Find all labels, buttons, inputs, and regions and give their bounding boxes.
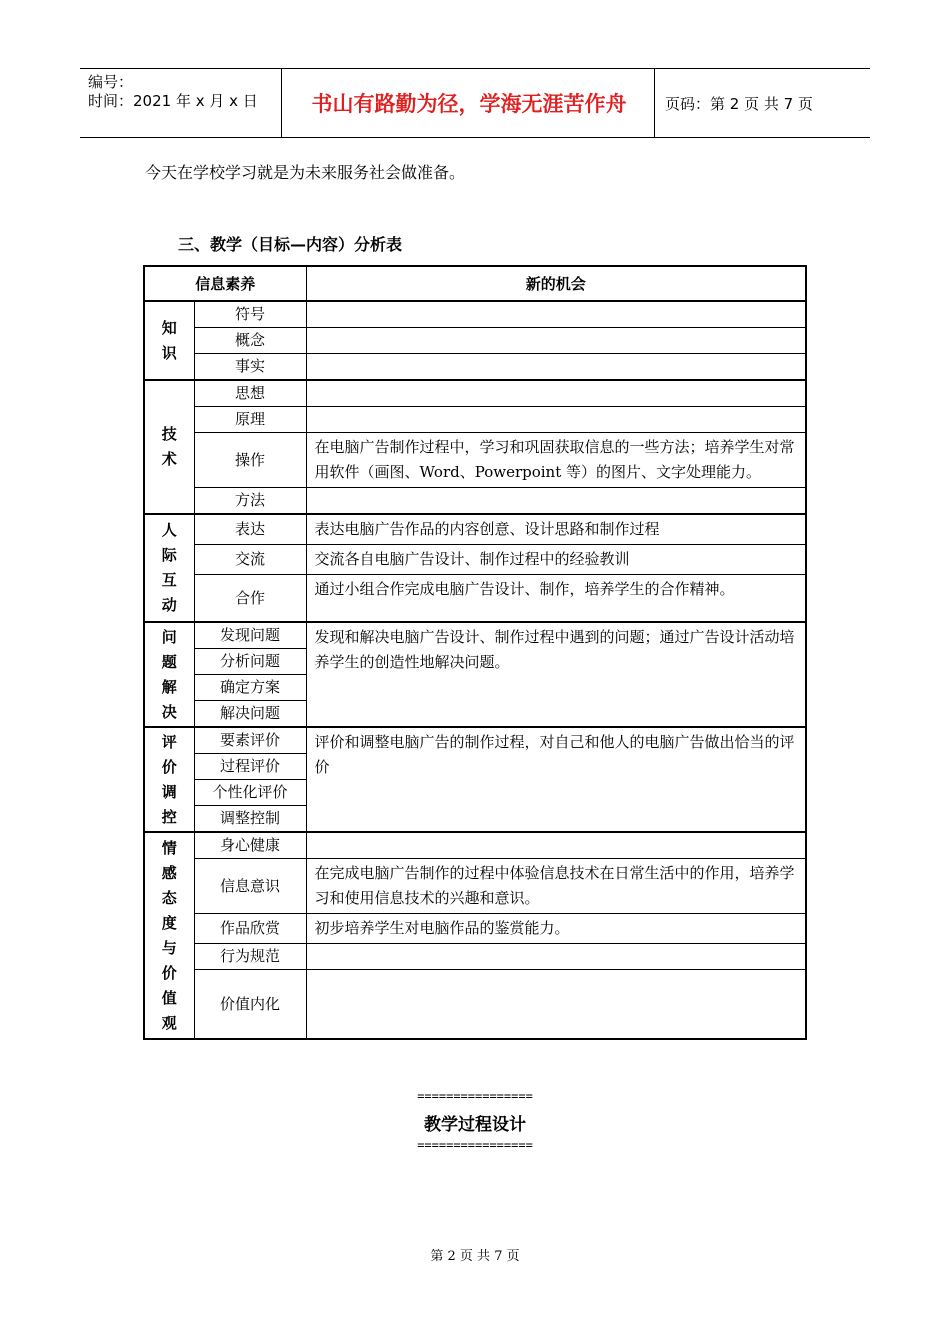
process-title: 教学过程设计 <box>424 1115 526 1135</box>
row-label: 发现问题 <box>194 622 306 649</box>
header-meta <box>88 73 258 111</box>
table-row <box>144 514 806 545</box>
table-row <box>144 328 806 354</box>
table-header-row <box>144 266 806 301</box>
table-row <box>144 354 806 381</box>
row-desc: 在电脑广告制作过程中，学习和巩固获取信息的一些方法；培养学生对常用软件（画图、Word、Powerpoint 等）的图片、文字处理能力。 <box>306 433 806 488</box>
row-label: 事实 <box>194 354 306 381</box>
category-problem: 问题解决 <box>144 622 194 727</box>
category-emotion: 情感态度与价值观 <box>144 832 194 1039</box>
row-label: 调整控制 <box>194 806 306 833</box>
row-desc <box>306 380 806 407</box>
row-label: 操作 <box>194 433 306 488</box>
col-header-literacy: 信息素养 <box>144 266 306 301</box>
row-label: 思想 <box>194 380 306 407</box>
table-row <box>144 914 806 944</box>
header-page-info: 页码：第 2 页 共 7 页 <box>665 94 813 113</box>
row-label: 要素评价 <box>194 727 306 754</box>
table-row <box>144 970 806 1040</box>
row-label: 价值内化 <box>194 970 306 1040</box>
row-label: 分析问题 <box>194 649 306 675</box>
row-desc: 评价和调整电脑广告的制作过程，对自己和他人的电脑广告做出恰当的评价 <box>306 727 806 832</box>
row-label: 表达 <box>194 514 306 545</box>
table-row <box>144 545 806 575</box>
row-label: 身心健康 <box>194 832 306 859</box>
time-label: 时间：2021 年 x 月 x 日 <box>88 92 258 110</box>
table-row <box>144 407 806 433</box>
intro-paragraph: 今天在学校学习就是为未来服务社会做准备。 <box>145 163 466 182</box>
row-desc: 在完成电脑广告制作的过程中体验信息技术在日常生活中的作用，培养学习和使用信息技术的兴趣和意识。 <box>306 859 806 914</box>
table-row <box>144 832 806 859</box>
row-label: 过程评价 <box>194 754 306 780</box>
row-desc <box>306 354 806 381</box>
table-row <box>144 859 806 914</box>
table-row <box>144 380 806 407</box>
row-label: 信息意识 <box>194 859 306 914</box>
header-motto: 书山有路勤为径，学海无涯苦作舟 <box>311 92 627 116</box>
row-label: 交流 <box>194 545 306 575</box>
divider-bottom: ================ <box>417 1138 533 1152</box>
row-label: 符号 <box>194 301 306 328</box>
row-label: 解决问题 <box>194 701 306 728</box>
header-divider <box>654 69 655 137</box>
analysis-table <box>143 265 807 1040</box>
category-interaction: 人际互动 <box>144 514 194 622</box>
page-footer: 第 2 页 共 7 页 <box>430 1249 520 1264</box>
section-title: 三、教学（目标—内容）分析表 <box>178 235 403 254</box>
row-desc <box>306 407 806 433</box>
category-technology: 技术 <box>144 380 194 514</box>
row-desc <box>306 970 806 1040</box>
row-desc <box>306 488 806 515</box>
table-row <box>144 301 806 328</box>
row-label: 确定方案 <box>194 675 306 701</box>
category-evaluation: 评价调控 <box>144 727 194 832</box>
row-label: 个性化评价 <box>194 780 306 806</box>
number-label: 编号： <box>88 73 134 91</box>
table-row <box>144 944 806 970</box>
row-desc <box>306 832 806 859</box>
row-label: 方法 <box>194 488 306 515</box>
row-desc: 表达电脑广告作品的内容创意、设计思路和制作过程 <box>306 514 806 545</box>
row-label: 行为规范 <box>194 944 306 970</box>
row-desc <box>306 301 806 328</box>
row-label: 合作 <box>194 575 306 623</box>
row-desc: 交流各自电脑广告设计、制作过程中的经验教训 <box>306 545 806 575</box>
row-label: 概念 <box>194 328 306 354</box>
row-desc: 通过小组合作完成电脑广告设计、制作，培养学生的合作精神。 <box>306 575 806 623</box>
table-row <box>144 575 806 623</box>
table-row <box>144 622 806 649</box>
row-desc <box>306 944 806 970</box>
table-row <box>144 433 806 488</box>
row-label: 原理 <box>194 407 306 433</box>
row-label: 作品欣赏 <box>194 914 306 944</box>
row-desc <box>306 328 806 354</box>
table-row <box>144 488 806 515</box>
page-header <box>80 68 870 138</box>
col-header-opportunity: 新的机会 <box>306 266 806 301</box>
row-desc: 初步培养学生对电脑作品的鉴赏能力。 <box>306 914 806 944</box>
divider-top: ================ <box>417 1089 533 1103</box>
table-row <box>144 727 806 754</box>
category-knowledge: 知识 <box>144 301 194 380</box>
row-desc: 发现和解决电脑广告设计、制作过程中遇到的问题；通过广告设计活动培养学生的创造性地解决问题。 <box>306 622 806 727</box>
header-divider <box>281 69 282 137</box>
